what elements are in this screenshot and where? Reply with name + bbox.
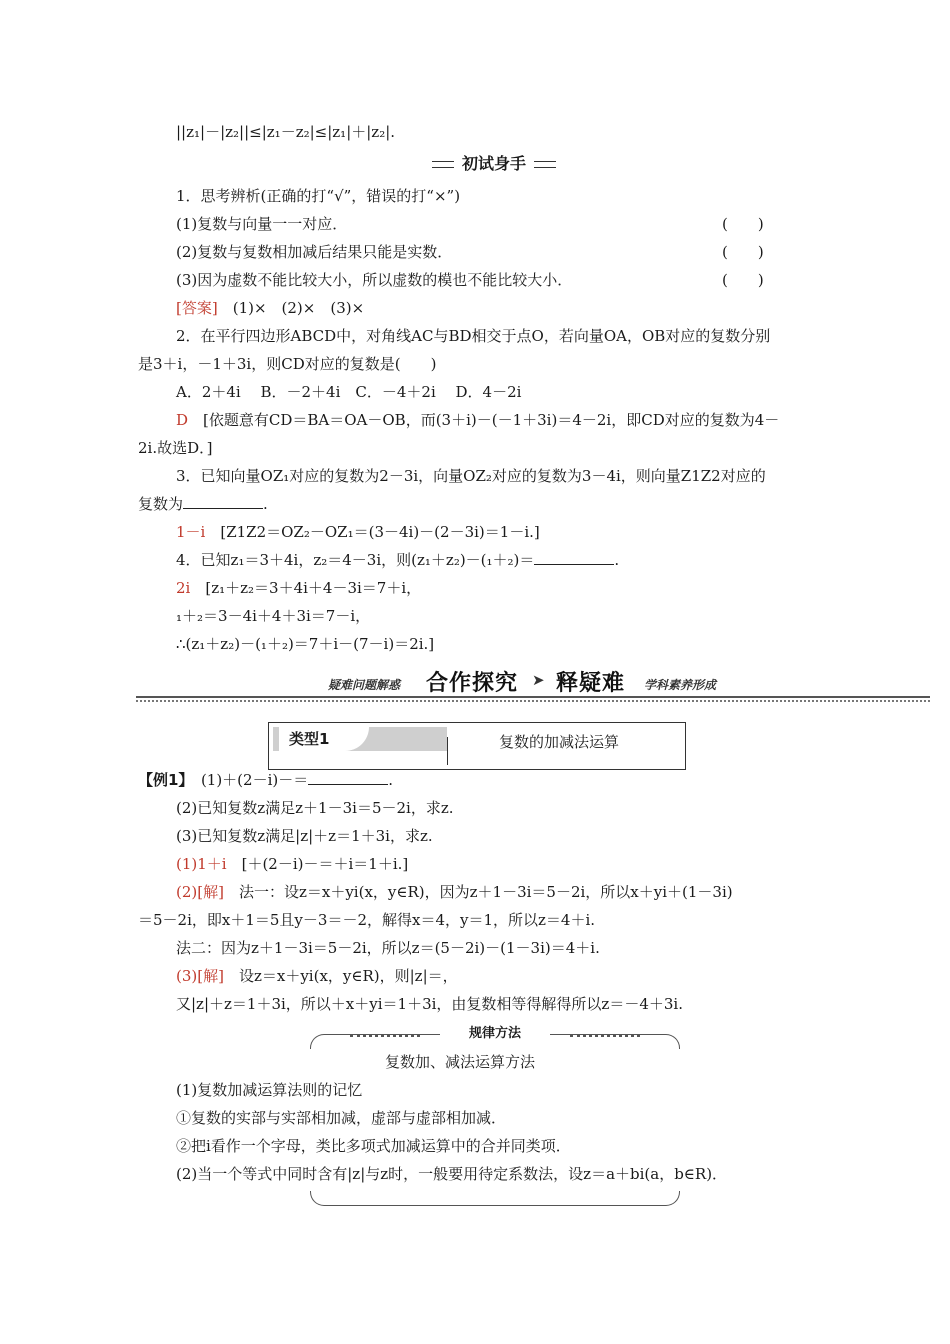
q4-solution-line-2: ₁＋₂＝3－4i＋4＋3i＝7－i，: [176, 607, 371, 625]
example-1-part-1: 【例1】 (1)＋(2－i)－＝ .: [138, 771, 394, 789]
section-left-caption: 疑难问题解惑: [328, 678, 401, 692]
example-1-part-2: (2)已知复数z满足z＋1－3i＝5－2i，求z.: [176, 799, 454, 817]
answer-1-text: [＋(2－i)－＝＋i＝1＋i.]: [226, 855, 409, 873]
arrow-circle-icon: ➤: [532, 671, 545, 689]
q1-paren-2: ( ): [722, 243, 764, 261]
method-line-4: (2)当一个等式中同时含有|z|与z时，一般要用待定系数法，设z＝a＋bi(a，b∈R)．: [176, 1165, 728, 1183]
example-1-answer-1: [176, 854, 408, 874]
q2-solution-line-2: 2i.故选D．]: [138, 439, 213, 457]
method-label: 规律方法: [440, 1024, 550, 1044]
modulus-inequality: ||z₁|－|z₂||≤|z₁－z₂|≤|z₁|＋|z₂|.: [176, 123, 396, 141]
q4-answer: 2i: [176, 579, 191, 597]
q1-item-1: (1)复数与向量一一对应．: [176, 215, 348, 233]
example-1-answer-3-line-1: [176, 966, 458, 986]
section-right-caption: 学科素养形成: [644, 678, 717, 692]
q3-solution: [176, 522, 540, 542]
banner-title: 初试身手: [454, 152, 534, 176]
answer-3-text: 设z＝x＋yi(x，y∈R)，则|z|＝，: [223, 967, 458, 985]
q4-solution-line-3: ∴(z₁＋z₂)－(₁＋₂)＝7＋i－(7－i)＝2i.]: [176, 635, 435, 653]
q2-answer: D: [176, 411, 189, 429]
method-line-2: ①复数的实部与实部相加减，虚部与虚部相加减．: [176, 1109, 507, 1127]
answer-blank: [534, 550, 614, 565]
q1-item-2: (2)复数与复数相加减后结果只能是实数．: [176, 243, 453, 261]
q4-solution-line-1: [176, 578, 421, 598]
q4-stem-text: 4．已知z₁＝3＋4i，z₂＝4－3i，则(z₁＋z₂)－(₁＋₂)＝: [176, 551, 535, 569]
example-1-answer-2-line-3: 法二：因为z＋1－3i＝5－2i，所以z＝(5－2i)－(1－3i)＝4＋i.: [176, 939, 600, 957]
q1-paren-3: ( ): [722, 271, 764, 289]
q2-stem-line-2: 是3＋i，－1＋3i，则CD对应的复数是( ): [138, 355, 437, 373]
answer-3-label: (3)[解]: [176, 967, 224, 985]
method-line-3: ②把i看作一个字母，类比多项式加减运算中的合并同类项．: [176, 1137, 571, 1155]
q1-answer: [176, 298, 364, 318]
method-title: 复数加、减法运算方法: [385, 1053, 536, 1071]
section-title-1: 合作探究: [426, 671, 519, 696]
answer-blank: [183, 494, 263, 509]
type-tag: 类型1: [279, 727, 369, 751]
q1-paren-1: ( ): [722, 215, 764, 233]
example-label: 【例1】: [138, 771, 186, 789]
q3-answer: 1－i: [176, 523, 206, 541]
section-title-2: 释疑难: [556, 671, 626, 696]
example-1-text: (1)＋(2－i)－＝: [185, 771, 309, 789]
type-title: 复数的加减法运算: [499, 733, 620, 751]
q3-stem-line-1: 3．已知向量OZ₁对应的复数为2－3i，向量OZ₂对应的复数为3－4i，则向量Z1Z2对应的: [176, 467, 766, 485]
answer-1-label: (1)1＋i: [176, 855, 227, 873]
type-tab: [273, 727, 447, 751]
answer-blank: [308, 770, 388, 785]
q1-stem: 1．思考辨析(正确的打“√”，错误的打“×”): [176, 187, 461, 205]
answer-2-label: (2)[解]: [176, 883, 224, 901]
example-1-answer-2-line-1: [176, 882, 733, 902]
method-line-1: (1)复数加减运算法则的记忆: [176, 1081, 363, 1099]
q2-stem-line-1: 2．在平行四边形ABCD中，对角线AC与BD相交于点O，若向量OA，OB对应的复数分别: [176, 327, 771, 345]
q3-solution-text: [Z1Z2＝OZ₂－OZ₁＝(3－4i)－(2－3i)＝1－i.]: [205, 523, 540, 541]
q3-stem-line-2: 复数为 .: [138, 495, 268, 513]
q4-solution-text: [z₁＋z₂＝3＋4i＋4－3i＝7＋i，: [190, 579, 422, 597]
type-box: [268, 722, 686, 770]
divider-dotted: [136, 700, 930, 702]
section-banner: [432, 152, 556, 176]
q3-stem-text: 复数为: [138, 495, 184, 513]
q1-item-3: (3)因为虚数不能比较大小，所以虚数的模也不能比较大小．: [176, 271, 573, 289]
answer-2-text: 法一：设z＝x＋yi(x，y∈R)，因为z＋1－3i＝5－2i，所以x＋yi＋(1－3i): [223, 883, 733, 901]
example-1-answer-2-line-2: ＝5－2i，即x＋1＝5且y－3＝－2，解得x＝4，y＝1，所以z＝4＋i.: [138, 911, 596, 929]
q2-solution-line-1: [176, 410, 779, 430]
answer-label: [答案]: [176, 299, 218, 317]
section-header: [136, 666, 930, 696]
example-1-part-3: (3)已知复数z满足|z|＋z＝1＋3i，求z.: [176, 827, 433, 845]
q4-stem: 4．已知z₁＝3＋4i，z₂＝4－3i，则(z₁＋z₂)－(₁＋₂)＝ .: [176, 551, 620, 569]
q2-solution-text: [依题意有CD＝BA＝OA－OB，而(3＋i)－(－1＋3i)＝4－2i，即CD对应的复数为4－: [188, 411, 780, 429]
q1-answer-text: (1)× (2)× (3)×: [217, 299, 365, 317]
example-1-answer-3-line-2: 又|z|＋z＝1＋3i，所以＋x＋yi＝1＋3i，由复数相等得解得所以z＝－4＋3i.: [176, 995, 683, 1013]
divider-solid: [136, 696, 930, 698]
q2-options: A．2＋4i B．－2＋4i C．－4＋2i D．4－2i: [176, 383, 522, 401]
